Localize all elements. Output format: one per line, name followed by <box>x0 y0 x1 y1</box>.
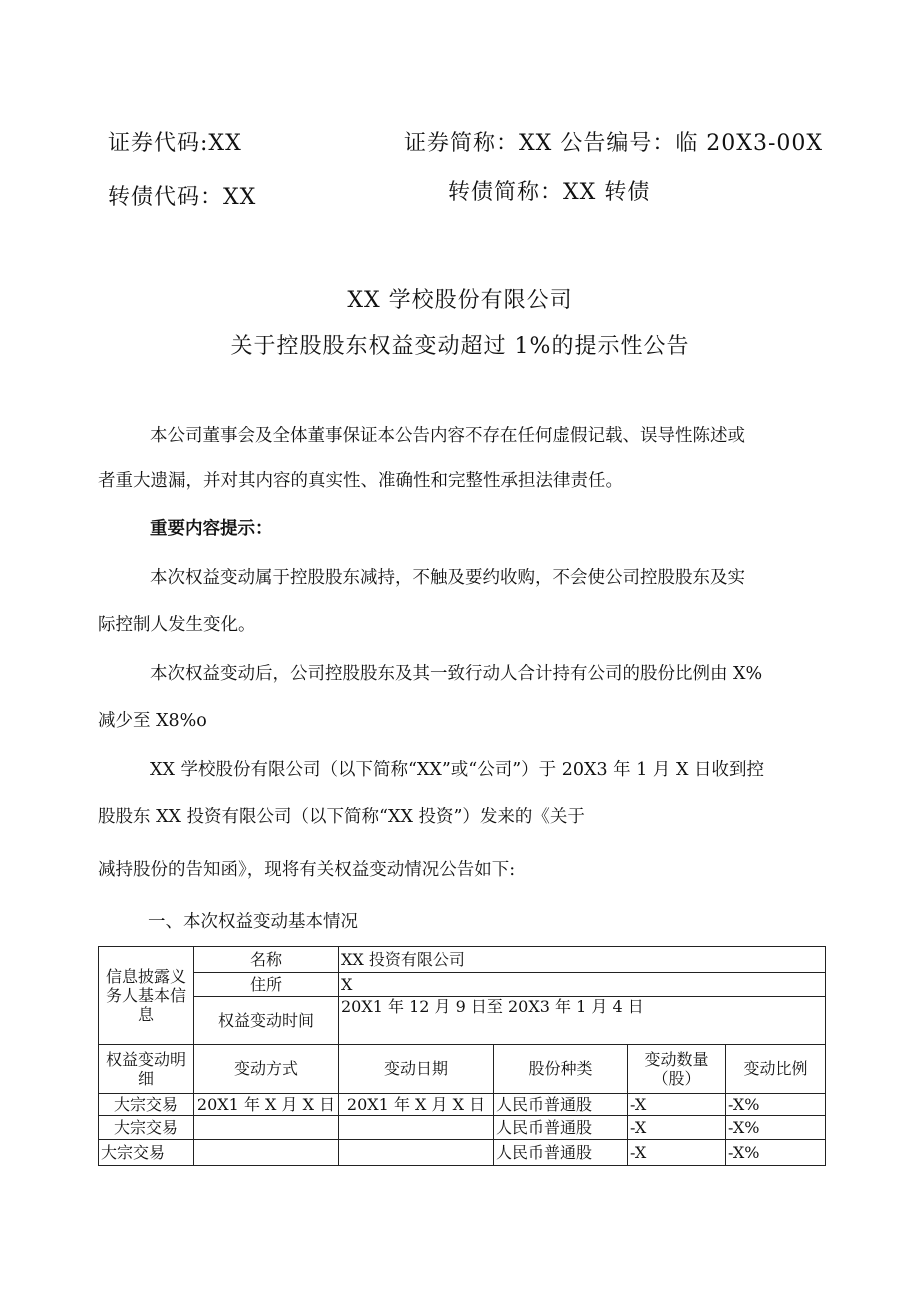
col-date: 变动日期 <box>339 1045 494 1094</box>
col-quantity: 变动数量（股） <box>628 1045 726 1094</box>
stock-code: 证券代码:XX <box>108 131 242 156</box>
row-share-type: 人民币普通股 <box>494 1116 628 1140</box>
detail-label: 权益变动明细 <box>99 1045 194 1094</box>
bond-code: 转债代码：XX <box>108 185 257 210</box>
section-heading-1: 一、本次权益变动基本情况 <box>148 912 358 932</box>
row-method: 大宗交易 <box>99 1094 194 1116</box>
row-date-2: 20X1 年 X 月 X 日 <box>339 1094 494 1116</box>
row-quantity: -X <box>628 1094 726 1116</box>
address-value: X <box>339 973 826 997</box>
row-share-type: 人民币普通股 <box>494 1094 628 1116</box>
name-value: XX 投资有限公司 <box>339 947 826 973</box>
period-value: 20X1 年 12 月 9 日至 20X3 年 1 月 4 日 <box>339 997 826 1045</box>
row-ratio: -X% <box>726 1140 826 1166</box>
col-ratio: 变动比例 <box>726 1045 826 1094</box>
bond-abbreviation: 转债简称：XX 转债 <box>448 180 651 205</box>
equity-change-table <box>98 946 826 1166</box>
table-row <box>99 1140 826 1166</box>
row-date-2 <box>339 1116 494 1140</box>
row-method: 大宗交易 <box>99 1140 194 1166</box>
row-date <box>194 1116 339 1140</box>
table-row <box>99 1116 826 1140</box>
notice-line-1: XX 学校股份有限公司（以下简称“XX”或“公司”）于 20X3 年 1 月 X 日收到控 <box>150 760 765 780</box>
name-label: 名称 <box>194 947 339 973</box>
disclaimer-line-2: 者重大遗漏，并对其内容的真实性、准确性和完整性承担法律责任。 <box>98 471 623 491</box>
row-date <box>194 1140 339 1166</box>
tip-1-line-1: 本次权益变动属于控股股东减持，不触及要约收购，不会使公司控股股东及实 <box>150 568 745 588</box>
tip-1-line-2: 际控制人发生变化。 <box>98 615 256 635</box>
discloser-info-label: 信息披露义务人基本信息 <box>99 947 194 1045</box>
notice-line-2: 股股东 XX 投资有限公司（以下简称“XX 投资”）发来的《关于 <box>98 807 585 827</box>
row-date: 20X1 年 X 月 X 日 <box>194 1094 339 1116</box>
row-method: 大宗交易 <box>99 1116 194 1140</box>
row-quantity: -X <box>628 1140 726 1166</box>
row-share-type: 人民币普通股 <box>494 1140 628 1166</box>
tip-2-line-1: 本次权益变动后，公司控股股东及其一致行动人合计持有公司的股份比例由 X% <box>150 664 763 684</box>
stock-abbreviation: 证券简称：XX 公告编号：临 20X3-00X <box>404 131 824 156</box>
row-date-2 <box>339 1140 494 1166</box>
disclaimer-line-1: 本公司董事会及全体董事保证本公告内容不存在任何虚假记载、误导性陈述或 <box>150 426 745 446</box>
table-row <box>99 1094 826 1116</box>
period-label: 权益变动时间 <box>194 997 339 1045</box>
announcement-title: 关于控股股东权益变动超过 1%的提示性公告 <box>230 334 690 359</box>
address-label: 住所 <box>194 973 339 997</box>
col-method: 变动方式 <box>194 1045 339 1094</box>
row-ratio: -X% <box>726 1116 826 1140</box>
row-ratio: -X% <box>726 1094 826 1116</box>
notice-line-3: 减持股份的告知函》，现将有关权益变动情况公告如下: <box>98 860 516 880</box>
col-share-type: 股份种类 <box>494 1045 628 1094</box>
important-heading: 重要内容提示： <box>150 519 273 539</box>
row-quantity: -X <box>628 1116 726 1140</box>
company-title: XX 学校股份有限公司 <box>347 288 573 313</box>
tip-2-line-2: 减少至 X8%o <box>98 711 207 731</box>
